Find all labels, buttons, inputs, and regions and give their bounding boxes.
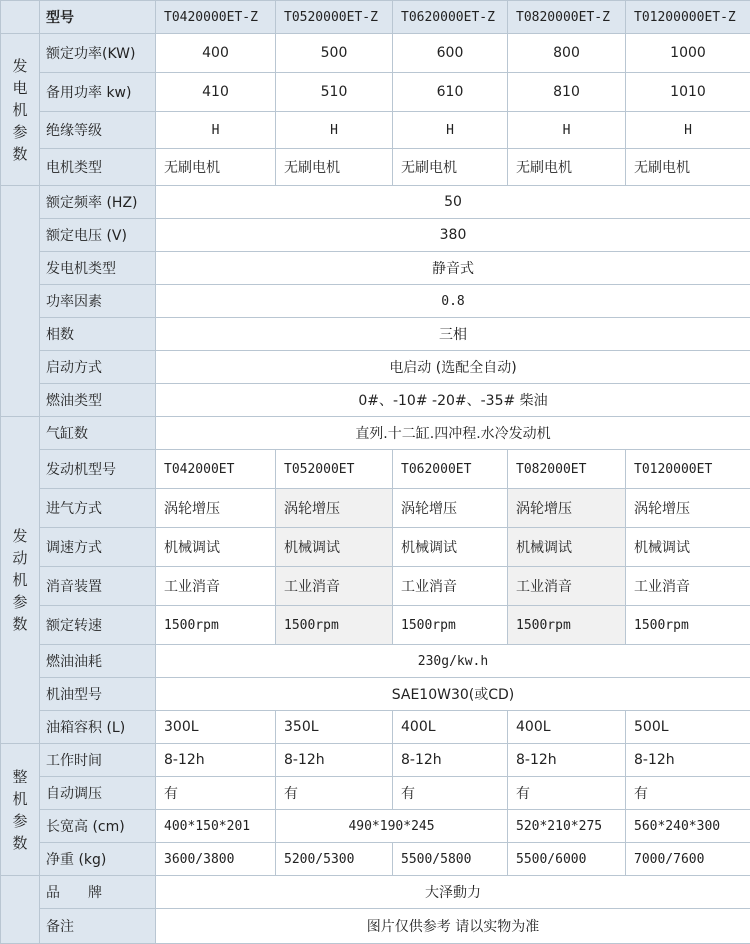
group-label-generator: 发电机参数	[1, 34, 40, 186]
cell-value: 机械调试	[508, 528, 626, 567]
cell-value: T052000ET	[276, 450, 393, 489]
cell-value: 涡轮增压	[626, 489, 750, 528]
cell-value: 三相	[156, 318, 750, 351]
cell-value: 7000/7600	[626, 843, 750, 876]
table-row	[1, 528, 750, 567]
cell-value: 1010	[626, 73, 750, 112]
cell-value: 400L	[393, 711, 508, 744]
model-name: T0420000ET-Z	[156, 1, 276, 34]
cell-value: 520*210*275	[508, 810, 626, 843]
cell-value: T0120000ET	[626, 450, 750, 489]
cell-value: 500	[276, 34, 393, 73]
table-row	[1, 252, 750, 285]
cell-value: 8-12h	[393, 744, 508, 777]
cell-value: H	[156, 112, 276, 149]
table-row	[1, 73, 750, 112]
cell-value: 800	[508, 34, 626, 73]
cell-value: SAE10W30(或CD)	[156, 678, 750, 711]
cell-value: 1500rpm	[156, 606, 276, 645]
cell-value: 机械调试	[393, 528, 508, 567]
table-row	[1, 318, 750, 351]
row-label: 品 牌	[40, 876, 156, 909]
cell-value: 1500rpm	[393, 606, 508, 645]
table-row	[1, 219, 750, 252]
table-row	[1, 810, 750, 843]
cell-value: 50	[156, 186, 750, 219]
cell-value: 机械调试	[156, 528, 276, 567]
row-label: 进气方式	[40, 489, 156, 528]
cell-value: 机械调试	[626, 528, 750, 567]
group-spacer	[1, 186, 40, 417]
header-row	[1, 1, 750, 34]
table-row	[1, 112, 750, 149]
cell-value: 3600/3800	[156, 843, 276, 876]
cell-value: 有	[276, 777, 393, 810]
row-label: 功率因素	[40, 285, 156, 318]
table-row	[1, 606, 750, 645]
cell-value: T042000ET	[156, 450, 276, 489]
model-name: T0620000ET-Z	[393, 1, 508, 34]
cell-value: 400*150*201	[156, 810, 276, 843]
cell-value: 230g/kw.h	[156, 645, 750, 678]
table-row	[1, 645, 750, 678]
table-row	[1, 909, 750, 944]
row-label: 发动机型号	[40, 450, 156, 489]
cell-value: H	[626, 112, 750, 149]
row-label: 备注	[40, 909, 156, 944]
row-label: 燃油油耗	[40, 645, 156, 678]
table-row	[1, 489, 750, 528]
cell-value: 1500rpm	[626, 606, 750, 645]
row-label: 额定频率 (HZ)	[40, 186, 156, 219]
cell-value: 400	[156, 34, 276, 73]
group-label-unit: 整机参数	[1, 744, 40, 876]
row-label: 启动方式	[40, 351, 156, 384]
cell-value: T082000ET	[508, 450, 626, 489]
cell-value: 8-12h	[156, 744, 276, 777]
cell-value: 8-12h	[276, 744, 393, 777]
cell-value: H	[276, 112, 393, 149]
row-label: 气缸数	[40, 417, 156, 450]
table-row	[1, 777, 750, 810]
row-label: 绝缘等级	[40, 112, 156, 149]
cell-value: 有	[156, 777, 276, 810]
cell-value: 610	[393, 73, 508, 112]
row-label: 消音装置	[40, 567, 156, 606]
cell-value: 380	[156, 219, 750, 252]
model-header-label: 型号	[40, 1, 156, 34]
cell-value: 工业消音	[156, 567, 276, 606]
cell-value: 8-12h	[508, 744, 626, 777]
table-row	[1, 384, 750, 417]
table-row	[1, 149, 750, 186]
table-row	[1, 711, 750, 744]
cell-value: H	[508, 112, 626, 149]
row-label: 备用功率 kw)	[40, 73, 156, 112]
cell-value: 无刷电机	[393, 149, 508, 186]
cell-value: 1500rpm	[508, 606, 626, 645]
model-name: T0820000ET-Z	[508, 1, 626, 34]
row-label: 工作时间	[40, 744, 156, 777]
cell-value: 涡轮增压	[508, 489, 626, 528]
row-label: 燃油类型	[40, 384, 156, 417]
cell-value: 无刷电机	[276, 149, 393, 186]
row-label: 电机类型	[40, 149, 156, 186]
cell-value: 涡轮增压	[156, 489, 276, 528]
table-row	[1, 351, 750, 384]
cell-value: 350L	[276, 711, 393, 744]
cell-value: 工业消音	[393, 567, 508, 606]
cell-value: 静音式	[156, 252, 750, 285]
row-label: 调速方式	[40, 528, 156, 567]
cell-value: 有	[508, 777, 626, 810]
cell-value: 图片仅供参考 请以实物为准	[156, 909, 750, 944]
cell-value: 400L	[508, 711, 626, 744]
table-row	[1, 417, 750, 450]
cell-value: 工业消音	[508, 567, 626, 606]
cell-value: 电启动 (选配全自动)	[156, 351, 750, 384]
cell-value: 490*190*245	[276, 810, 508, 843]
cell-value: 1000	[626, 34, 750, 73]
cell-value: H	[393, 112, 508, 149]
row-label: 额定转速	[40, 606, 156, 645]
cell-value: 5200/5300	[276, 843, 393, 876]
cell-value: 300L	[156, 711, 276, 744]
cell-value: 560*240*300	[626, 810, 750, 843]
group-label-engine: 发动机参数	[1, 417, 40, 744]
table-row	[1, 186, 750, 219]
model-name: T01200000ET-Z	[626, 1, 750, 34]
cell-value: 直列.十二缸.四冲程.水冷发动机	[156, 417, 750, 450]
table-row	[1, 843, 750, 876]
cell-value: T062000ET	[393, 450, 508, 489]
cell-value: 机械调试	[276, 528, 393, 567]
row-label: 油箱容积 (L)	[40, 711, 156, 744]
cell-value: 410	[156, 73, 276, 112]
cell-value: 涡轮增压	[276, 489, 393, 528]
cell-value: 8-12h	[626, 744, 750, 777]
cell-value: 大泽動力	[156, 876, 750, 909]
cell-value: 有	[626, 777, 750, 810]
cell-value: 810	[508, 73, 626, 112]
cell-value: 0#、-10# -20#、-35# 柴油	[156, 384, 750, 417]
cell-value: 涡轮增压	[393, 489, 508, 528]
cell-value: 工业消音	[626, 567, 750, 606]
group-spacer	[1, 876, 40, 944]
row-label: 净重 (kg)	[40, 843, 156, 876]
cell-value: 5500/6000	[508, 843, 626, 876]
cell-value: 1500rpm	[276, 606, 393, 645]
cell-value: 500L	[626, 711, 750, 744]
row-label: 相数	[40, 318, 156, 351]
cell-value: 5500/5800	[393, 843, 508, 876]
model-name: T0520000ET-Z	[276, 1, 393, 34]
row-label: 机油型号	[40, 678, 156, 711]
cell-value: 工业消音	[276, 567, 393, 606]
corner-cell	[1, 1, 40, 34]
cell-value: 无刷电机	[508, 149, 626, 186]
cell-value: 无刷电机	[626, 149, 750, 186]
cell-value: 无刷电机	[156, 149, 276, 186]
cell-value: 0.8	[156, 285, 750, 318]
table-row	[1, 678, 750, 711]
cell-value: 有	[393, 777, 508, 810]
table-row	[1, 567, 750, 606]
row-label: 发电机类型	[40, 252, 156, 285]
cell-value: 510	[276, 73, 393, 112]
table-row	[1, 285, 750, 318]
row-label: 额定功率(KW)	[40, 34, 156, 73]
cell-value: 600	[393, 34, 508, 73]
row-label: 长宽高 (cm)	[40, 810, 156, 843]
table-row	[1, 34, 750, 73]
row-label: 额定电压 (V)	[40, 219, 156, 252]
table-row	[1, 450, 750, 489]
row-label: 自动调压	[40, 777, 156, 810]
table-row	[1, 744, 750, 777]
table-row	[1, 876, 750, 909]
